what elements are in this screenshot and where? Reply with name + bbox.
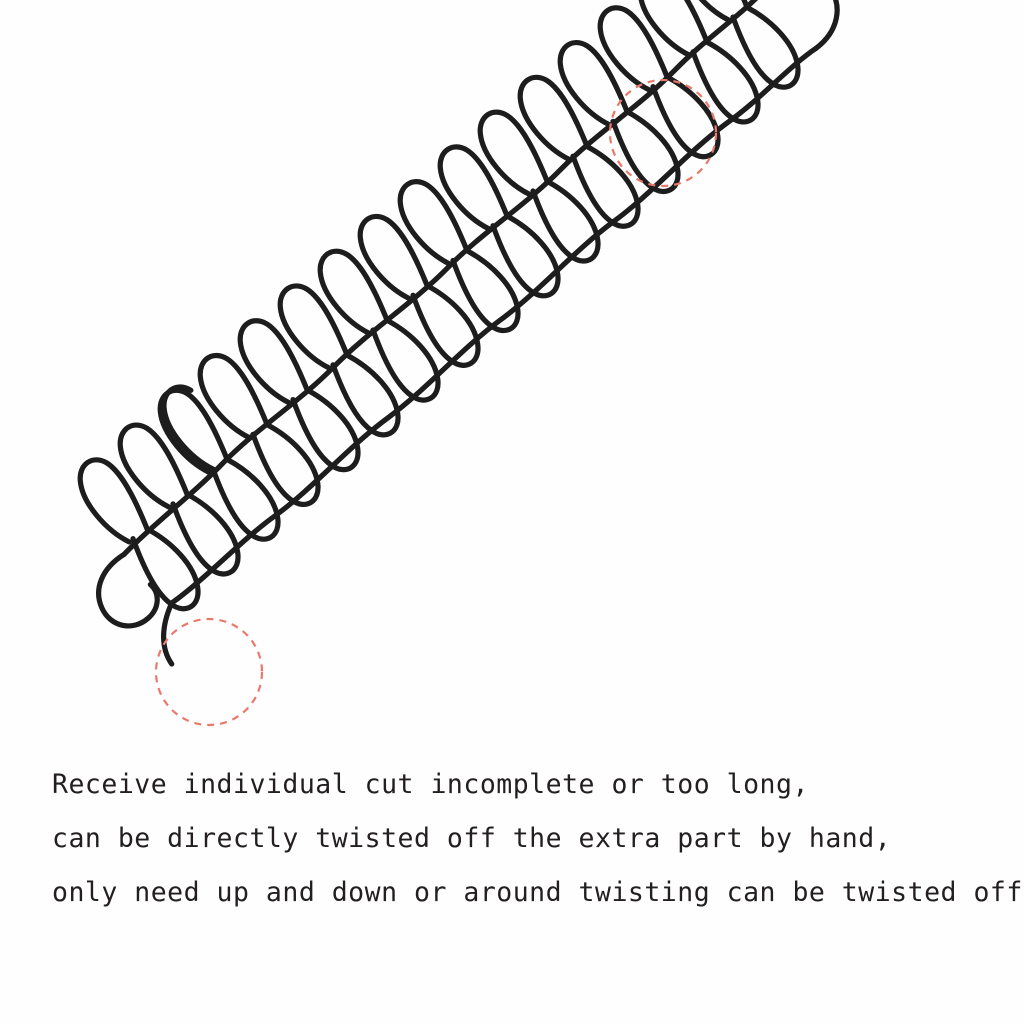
caption-line-3: only need up and down or around twisting can be twisted off: [52, 877, 1023, 908]
caption-line-2: can be directly twisted off the extra part by hand,: [52, 823, 892, 854]
caption-line-1: Receive individual cut incomplete or too long,: [52, 769, 809, 800]
caption-block: [0, 758, 1024, 920]
